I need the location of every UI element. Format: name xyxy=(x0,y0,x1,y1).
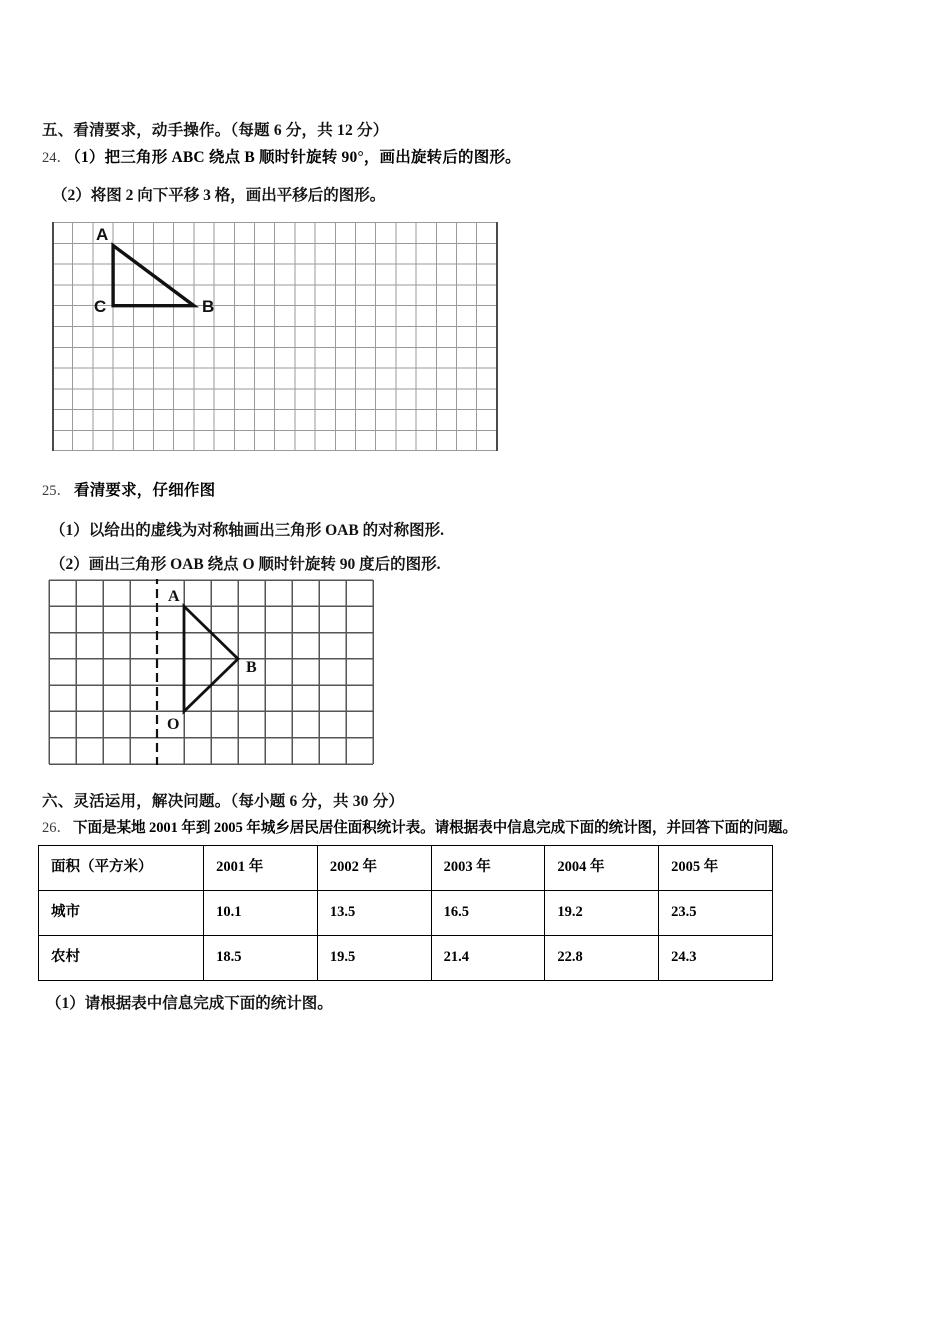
question-24-line1 xyxy=(42,145,521,167)
table-header-cell-0: 面积（平方米） xyxy=(39,846,204,891)
housing-area-table xyxy=(38,845,773,981)
table-cell-rural-2001: 18.5 xyxy=(204,935,318,980)
table-cell-rural-2005: 24.3 xyxy=(659,935,773,980)
vertex-label-a: A xyxy=(168,588,180,605)
question-25-title: 看清要求，仔细作图 xyxy=(74,482,216,499)
table-cell-city-2004: 19.2 xyxy=(545,890,659,935)
question-24-part2: （2）将图 2 向下平移 3 格，画出平移后的图形。 xyxy=(52,187,386,204)
question-25-line1 xyxy=(42,478,215,500)
table-cell-city-2002: 13.5 xyxy=(317,890,431,935)
grid-triangle-oab-figure xyxy=(48,579,374,765)
table-header-cell-4: 2004 年 xyxy=(545,846,659,891)
grid-lines xyxy=(53,223,498,451)
section-five-heading: 五、看清要求，动手操作。（每题 6 分，共 12 分） xyxy=(42,122,389,139)
question-26-number: 26． xyxy=(42,820,71,836)
grid-triangle-abc-svg xyxy=(52,222,498,451)
table-header-row xyxy=(39,846,773,891)
table-cell-rural-2002: 19.5 xyxy=(317,935,431,980)
vertex-label-b: B xyxy=(202,297,215,316)
vertex-label-o: O xyxy=(167,716,180,733)
table-header-cell-2: 2002 年 xyxy=(317,846,431,891)
question-25-number: 25． xyxy=(42,483,71,499)
table-row xyxy=(39,890,773,935)
section-six-heading: 六、灵活运用，解决问题。（每小题 6 分，共 30 分） xyxy=(42,793,405,810)
table-cell-city-2001: 10.1 xyxy=(204,890,318,935)
grid-triangle-oab-svg xyxy=(48,579,374,765)
vertex-label-c: C xyxy=(94,297,107,316)
table-cell-rural-2004: 22.8 xyxy=(545,935,659,980)
vertex-label-b: B xyxy=(246,659,257,676)
question-26-part1: （1）请根据表中信息完成下面的统计图。 xyxy=(46,995,333,1012)
table-header-cell-3: 2003 年 xyxy=(431,846,545,891)
table-cell-city-2005: 23.5 xyxy=(659,890,773,935)
table-cell-rural-2003: 21.4 xyxy=(431,935,545,980)
question-25-part2: （2）画出三角形 OAB 绕点 O 顺时针旋转 90 度后的图形. xyxy=(50,556,441,573)
table-header-cell-5: 2005 年 xyxy=(659,846,773,891)
question-24-part1: （1）把三角形 ABC 绕点 B 顺时针旋转 90°，画出旋转后的图形。 xyxy=(73,149,521,166)
table-row-label-rural: 农村 xyxy=(39,935,204,980)
question-26-line xyxy=(42,816,797,837)
table-row-label-city: 城市 xyxy=(39,890,204,935)
grid-triangle-abc-figure xyxy=(52,222,498,451)
table-cell-city-2003: 16.5 xyxy=(431,890,545,935)
question-25-part1: （1）以给出的虚线为对称轴画出三角形 OAB 的对称图形. xyxy=(50,522,444,539)
vertex-label-a: A xyxy=(96,225,109,244)
question-24-number: 24． xyxy=(42,150,71,166)
grid-lines xyxy=(49,580,373,764)
question-26-stem: 下面是某地 2001 年到 2005 年城乡居民居住面积统计表。请根据表中信息完成下面的统计图，并回答下面的问题。 xyxy=(73,820,797,836)
table-row xyxy=(39,935,773,980)
table-header-cell-1: 2001 年 xyxy=(204,846,318,891)
